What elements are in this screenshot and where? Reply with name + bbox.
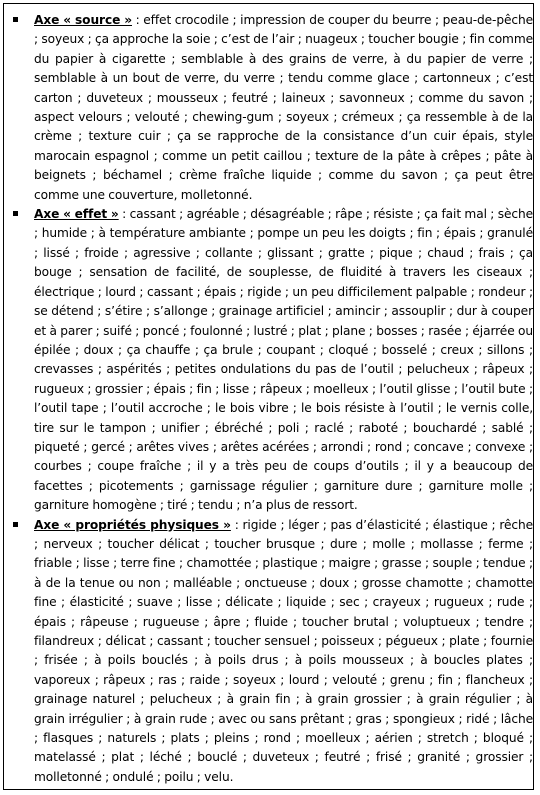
list-item-proprietes	[11, 516, 533, 788]
separator: :	[132, 13, 144, 27]
axis-heading-source: Axe « source »	[34, 13, 132, 27]
bullet-icon	[13, 211, 18, 216]
list-item-effet	[11, 205, 533, 516]
descriptor-list	[11, 11, 533, 787]
axis-text-source: effet crocodile ; impression de couper du beurre ; peau-de-pêche ; soyeux ; ça approche la soie ; c’est de l’air ; nuageux ; toucher bougie ; fin comme du papier à cigarette ; semblable à des grains de verre, à du papier de verre ; semblable à un bout de verre, du verre ; tendu comme glace ; cartonneux ; c’est carton ; duveteux ; mousseux ; feutré ; laineux ; savonneux ; comme du savon ; aspect velours ; velouté ; chewing-gum ; soyeux ; crémeux ; ça ressemble à de la crème ; texture cuir ; ça se rapproche de la consistance d’un cuir épais, style marocain espagnol ; comme un petit caillou ; texture de la pâte à crêpes ; pâte à beignets ; béchamel ; crème fraîche liquide ; comme du savon ; ça peut être comme une couverture, molletonné.	[34, 13, 533, 202]
bullet-icon	[13, 17, 18, 22]
axis-text-effet: cassant ; agréable ; désagréable ; râpe ; résiste ; ça fait mal ; sèche ; humide ; à température ambiante ; pompe un peu les doigts ; fin ; épais ; granulé ; lissé ; froide ; agressive ; collante ; glissant ; gratte ; pique ; chaud ; frais ; ça bouge ; sensation de facilité, de souplesse, de fluidité à travers les ciseaux ; électrique ; lourd ; cassant ; épais ; rigide ; un peu difficilement palpable ; rondeur ; se détend ; s’étire ; s’allonge ; grainage artificiel ; amincir ; assouplir ; dur à couper et à parer ; suifé ; poncé ; foulonné ; lustré ; plat ; plane ; bosses ; rasée ; éjarrée ou épilée ; doux ; ça chauffe ; ça brule ; coupant ; cloqué ; bosselé ; creux ; sillons ; crevasses ; aspérités ; petites ondulations du pas de l’outil ; pelucheux ; râpeux ; rugueux ; grossier ; épais ; fin ; lisse ; râpeux ; moelleux ; l’outil glisse ; l’outil bute ; l’outil tape ; l’outil accroche ; le bois vibre ; le bois résiste à l’outil ; le vernis colle, tire sur le tampon ; unifier ; ébréché ; poli ; raclé ; raboté ; bouchardé ; sablé ; piqueté ; gercé ; arêtes vives ; arêtes acérées ; arrondi ; rond ; concave ; convexe ; courbes ; coupe fraîche ; il y a très peu de coups d’outils ; il y a beaucoup de facettes ; picotements ; garnissage régulier ; garniture dure ; garniture molle ; garniture homogène ; tiré ; tendu ; n’a plus de ressort.	[34, 207, 534, 513]
axis-heading-effet: Axe « effet »	[34, 207, 119, 222]
list-item-source	[11, 11, 533, 205]
separator: :	[230, 517, 243, 532]
document-frame	[3, 3, 534, 790]
separator: :	[118, 207, 130, 222]
axis-heading-proprietes: Axe « propriétés physiques »	[34, 517, 231, 532]
bullet-icon	[13, 522, 18, 527]
axis-text-proprietes: rigide ; léger ; pas d’élasticité ; élastique ; rêche ; nerveux ; toucher délicat ; toucher brusque ; dure ; molle ; mollasse ; ferme ; friable ; lisse ; terre fine ; chamottée ; plastique ; maigre ; grasse ; souple ; tendue ; à de la tenue ou non ; malléable ; onctueuse ; doux ; grosse chamotte ; chamotte fine ; élasticité ; suave ; lisse ; délicate ; liquide ; sec ; crayeux ; rugueux ; rude ; épais ; râpeuse ; rugueuse ; âpre ; fluide ; toucher brutal ; voluptueux ; tendre ; filandreux ; délicat ; cassant ; toucher sensuel ; poisseux ; pégueux ; plate ; fournie ; frisée ; à poils bouclés ; à poils drus ; à poils mousseux ; à boucles plates ; vaporeux ; râpeux ; ras ; raide ; soyeux ; lourd ; velouté ; grenu ; fin ; flancheux ; grainage naturel ; pelucheux ; à grain fin ; à grain grossier ; à grain régulier ; à grain irrégulier ; à grain rude ; avec ou sans prêtant ; gras ; spongieux ; ridé ; lâche ; flasques ; naturels ; plats ; pleins ; rond ; moelleux ; aérien ; stretch ; bloqué ; matelassé ; plat ; léché ; bouclé ; duveteux ; feutré ; frisé ; granité ; grossier ; molletonné ; ondulé ; poilu ; velu.	[34, 517, 533, 784]
